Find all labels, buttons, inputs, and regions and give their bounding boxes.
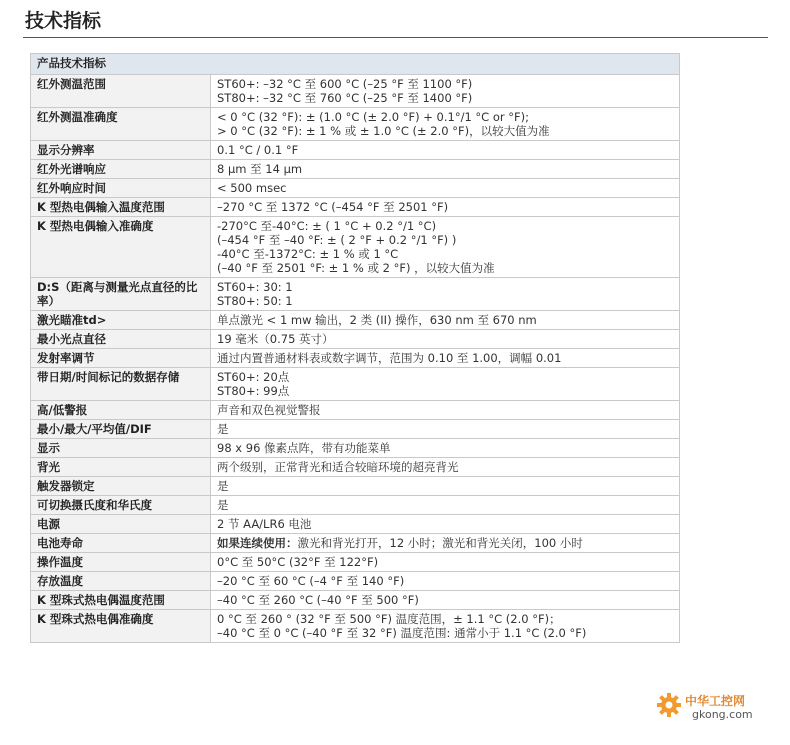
spec-value [211,477,680,496]
table-row [31,160,680,179]
spec-value-line: 2 节 AA/LR6 电池 [217,517,312,531]
spec-value [211,515,680,534]
spec-value [211,349,680,368]
spec-value [211,610,680,643]
spec-value-line: –20 °C 至 60 °C (–4 °F 至 140 °F) [217,574,405,588]
spec-value-line: < 0 °C (32 °F): ± (1.0 °C (± 2.0 °F) + 0.1°/1 °C or °F); [217,110,529,124]
table-row [31,534,680,553]
watermark-en-text: gkong.com [692,708,753,721]
table-row [31,311,680,330]
spec-label: D:S（距离与测量光点直径的比率） [31,278,211,311]
spec-label: 操作温度 [31,553,211,572]
table-row [31,458,680,477]
spec-value [211,330,680,349]
spec-label: K 型珠式热电偶温度范围 [31,591,211,610]
spec-label: K 型热电偶输入准确度 [31,217,211,278]
spec-value [211,141,680,160]
table-row [31,349,680,368]
table-row [31,496,680,515]
spec-label: 激光瞄准td> [31,311,211,330]
spec-label: 显示 [31,439,211,458]
table-row [31,368,680,401]
spec-label: 带日期/时间标记的数据存储 [31,368,211,401]
spec-value [211,553,680,572]
spec-value-line: 98 x 96 像素点阵，带有功能菜单 [217,441,391,455]
table-row [31,515,680,534]
spec-value [211,311,680,330]
watermark-cn-text: 中华工控网 [685,694,746,708]
table-row [31,477,680,496]
table-row [31,553,680,572]
spec-label: K 型珠式热电偶准确度 [31,610,211,643]
spec-label: 红外光谱响应 [31,160,211,179]
spec-value-line: 单点激光 < 1 mw 输出，2 类 (II) 操作，630 nm 至 670 nm [217,313,537,327]
spec-label: 电池寿命 [31,534,211,553]
table-row [31,330,680,349]
spec-label: 背光 [31,458,211,477]
spec-value-line: –40 °C 至 260 °C (–40 °F 至 500 °F) [217,593,419,607]
spec-label: 高/低警报 [31,401,211,420]
spec-label: 红外响应时间 [31,179,211,198]
spec-label: 最小光点直径 [31,330,211,349]
spec-value-line: 0°C 至 50°C (32°F 至 122°F) [217,555,379,569]
spec-value [211,591,680,610]
spec-value-line: 通过内置普通材料表或数字调节，范围为 0.10 至 1.00，调幅 0.01 [217,351,562,365]
spec-value-line: ST60+: 20点 [217,370,290,384]
spec-value-line: (–40 °F 至 2501 °F: ± 1 % 或 2 °F) ，以较大值为准 [217,261,495,275]
spec-value-emphasis: 如果连续使用： [217,536,298,550]
spec-value [211,496,680,515]
spec-label: 红外测温准确度 [31,108,211,141]
table-row [31,439,680,458]
spec-value-line: 两个级别，正常背光和适合较暗环境的超亮背光 [217,460,459,474]
spec-value [211,458,680,477]
spec-label: 可切换摄氏度和华氏度 [31,496,211,515]
spec-label: 最小/最大/平均值/DIF [31,420,211,439]
spec-value [211,217,680,278]
spec-value [211,420,680,439]
spec-value [211,534,680,553]
gear-icon [656,692,682,718]
watermark-logo [652,690,782,730]
spec-label: 电源 [31,515,211,534]
spec-value [211,75,680,108]
spec-value-line: 是 [217,479,229,493]
spec-value-line: -270°C 至-40°C: ± ( 1 °C + 0.2 °/1 °C) [217,219,437,233]
spec-value [211,439,680,458]
spec-value [211,108,680,141]
spec-value [211,572,680,591]
table-header-row [31,54,680,75]
spec-value-line: ST80+: –32 °C 至 760 °C (–25 °F 至 1400 °F) [217,91,473,105]
table-row [31,591,680,610]
table-row [31,108,680,141]
table-row [31,420,680,439]
spec-value-line: < 500 msec [217,181,287,195]
spec-value [211,401,680,420]
spec-label: 显示分辨率 [31,141,211,160]
spec-table [30,53,680,643]
spec-value-line: ST60+: 30: 1 [217,280,293,294]
spec-value-line: -40°C 至-1372°C: ± 1 % 或 1 °C [217,247,399,261]
table-row [31,179,680,198]
table-row [31,572,680,591]
spec-value-line: (–454 °F 至 –40 °F: ± ( 2 °F + 0.2 °/1 °F) ) [217,233,457,247]
table-row [31,217,680,278]
spec-label: 红外测温范围 [31,75,211,108]
section-header: 产品技术指标 [31,54,680,75]
spec-label: K 型热电偶输入温度范围 [31,198,211,217]
spec-value-line: 0 °C 至 260 ° (32 °F 至 500 °F) 温度范围，± 1.1 °C (2.0 °F)； [217,612,561,626]
table-row [31,141,680,160]
table-row [31,278,680,311]
spec-label: 发射率调节 [31,349,211,368]
spec-value-line: ST60+: –32 °C 至 600 °C (–25 °F 至 1100 °F) [217,77,473,91]
spec-label: 存放温度 [31,572,211,591]
table-row [31,75,680,108]
spec-value [211,198,680,217]
spec-value [211,368,680,401]
spec-value-line [217,536,672,550]
spec-value-line: 19 毫米（0.75 英寸） [217,332,334,346]
table-row [31,610,680,643]
spec-label: 触发器锁定 [31,477,211,496]
spec-value-line: ST80+: 99点 [217,384,290,398]
table-row [31,401,680,420]
spec-value-line: –40 °C 至 0 °C (–40 °F 至 32 °F) 温度范围: 通常小于 1.1 °C (2.0 °F) [217,626,587,640]
table-row [31,198,680,217]
spec-value [211,278,680,311]
spec-value-line: 是 [217,422,229,436]
title-divider [23,37,768,38]
spec-value [211,179,680,198]
page-title: 技术指标 [25,10,102,32]
spec-value-line: 8 μm 至 14 μm [217,162,303,176]
spec-value-line: 是 [217,498,229,512]
spec-value-text: 激光和背光打开，12 小时；激光和背光关闭，100 小时 [297,536,583,550]
spec-value-line: 声音和双色视觉警报 [217,403,321,417]
spec-value [211,160,680,179]
spec-value-line: ST80+: 50: 1 [217,294,293,308]
spec-value-line: > 0 °C (32 °F): ± 1 % 或 ± 1.0 °C (± 2.0 °F)，以较大值为准 [217,124,550,138]
spec-value-line: 0.1 °C / 0.1 °F [217,143,299,157]
spec-value-line: –270 °C 至 1372 °C (–454 °F 至 2501 °F) [217,200,449,214]
